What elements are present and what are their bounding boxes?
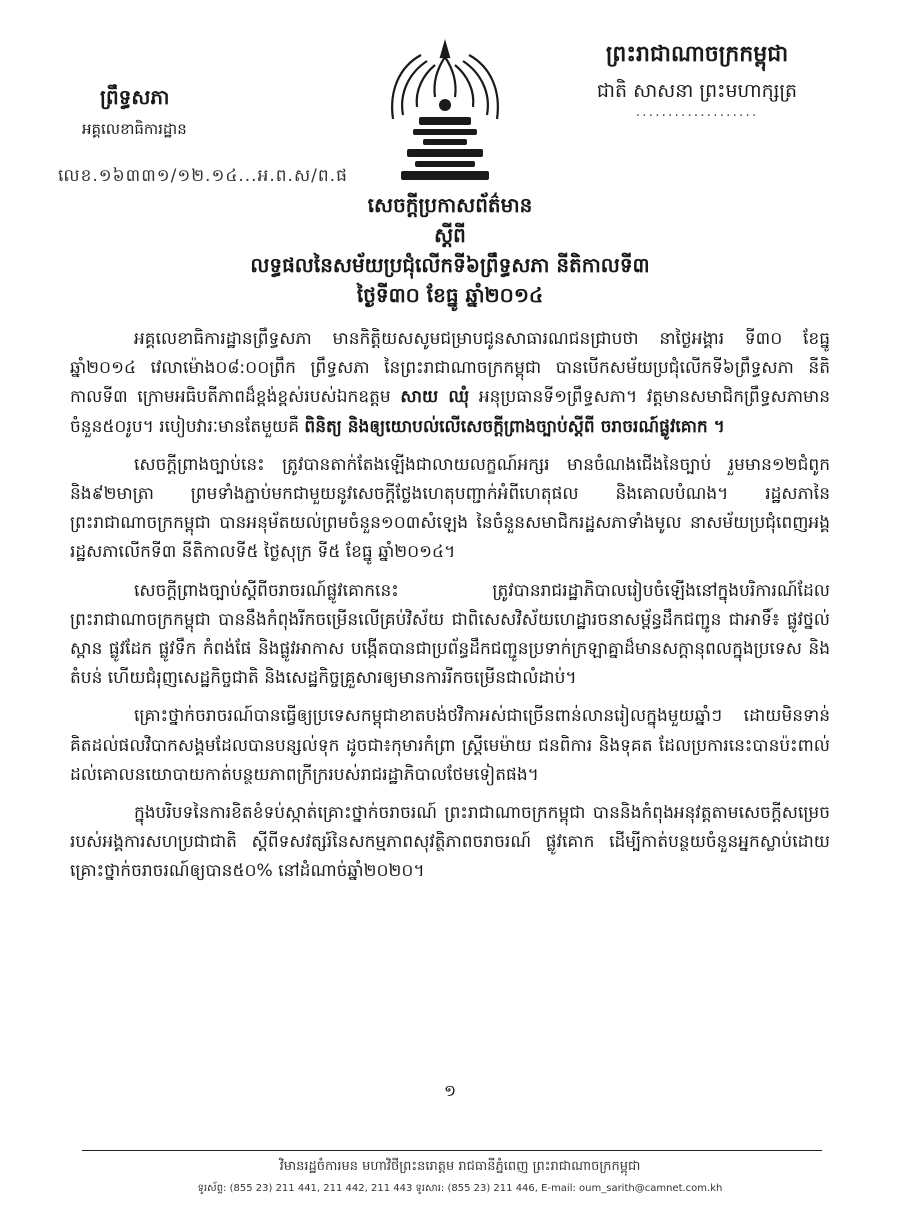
senate-name: ព្រឹទ្ធសភា bbox=[100, 85, 170, 109]
paragraph-4: គ្រោះថ្នាក់ចរាចរណ៍បានធ្វើឲ្យប្រទេសកម្ពុជាខាតបង់ថវិកាអស់ជាច្រើនពាន់លានរៀលក្នុងមួយឆ្នាំៗ ដោយមិនទាន់គិតដល់ផលវិបាកសង្គមដែលបានបន្សល់ទុក ដូចជា៖កុមារកំព្រា ស្ត្រីមេម៉ាយ ជនពិការ និងទុគត ដែលប្រការនេះបានប៉ះពាល់ដល់គោលនយោបាយកាត់បន្ថយភាពក្រីក្ររបស់រាជរដ្ឋាភិបាលថែមទៀតផង។ bbox=[70, 706, 830, 785]
kingdom-header bbox=[572, 40, 822, 124]
presiding-official-name: សាយ ឈុំ bbox=[400, 387, 470, 408]
title-line-3: លទ្ធផលនៃសម័យប្រជុំលើកទី៦ព្រឹទ្ធសភា នីតិកាលទី៣ bbox=[250, 253, 650, 277]
paragraph-2: សេចក្តីព្រាងច្បាប់នេះ ត្រូវបានតាក់តែងឡើងជាលាយលក្ខណ៍អក្សរ មានចំណងជើងនៃច្បាប់ រួមមាន១២ជំពូក និង៩២មាត្រា ព្រមទាំងភ្ជាប់មកជាមួយនូវសេចក្តីថ្លែងហេតុបញ្ជាក់អំពីហេតុផល និងគោលបំណង។ រដ្ឋសភានៃព្រះរាជាណាចក្រកម្ពុជា បានអនុម័តយល់ព្រមចំនួន១០៣សំឡេង នៃចំនួនសមាជិករដ្ឋសភាទាំងមូល នាសម័យប្រជុំពេញអង្គរដ្ឋសភាលើកទី៣ នីតិកាលទី៥ ថ្ងៃសុក្រ ទី៥ ខែធ្នូ ឆ្នាំ២០១៤។ bbox=[70, 454, 830, 563]
footer-divider bbox=[82, 1150, 822, 1151]
reference-number: លេខ.១៦៣៣១/១២.១៤...អ.ព.ស/ព.ផ bbox=[58, 166, 348, 186]
senate-emblem-icon bbox=[385, 35, 505, 195]
paragraph-1-text-a: អគ្គលេខាធិការដ្ឋានព្រឹទ្ធសភា មានកិត្តិយសសូមជម្រាបជូនសាធារណជនជ្រាបថា នាថ្ងៃអង្គារ ទី៣០ ខែធ្នូ ឆ្នាំ២០១៤ វេលាម៉ោង០៨:០០ព្រឹក ព្រឹទ្ធសភា នៃព្រះរាជាណាចក្រកម្ពុជា បានបើកសម័យប្រជុំលើកទី៦ព្រឹទ្ធសភា នីតិកាលទី៣ ក្រោមអធិបតីភាពដ៏ខ្ពង់ខ្ពស់របស់ឯកឧត្តម bbox=[70, 329, 830, 408]
title-line-2: ស្តីពី bbox=[434, 223, 466, 247]
paragraph-1 bbox=[70, 325, 830, 442]
document-body bbox=[70, 325, 830, 896]
national-motto: ជាតិ សាសនា ព្រះមហាក្សត្រ bbox=[596, 80, 798, 102]
footer-contact: ទូរស័ព្ទ: (855 23) 211 441, 211 442, 211 443 ទូរសារ: (855 23) 211 446, E-mail: oum_sarith@camnet.com.kh bbox=[197, 1183, 723, 1194]
paragraph-1-text-b: អនុប្រធានទី១ព្រឹទ្ធសភា។ វត្តមានសមាជិកព្រឹទ្ធសភាមានចំនួន៥០រូប។ របៀបវារៈមានតែមួយគឺ bbox=[70, 387, 830, 437]
senate-department: អគ្គលេខាធិការដ្ឋាន bbox=[82, 120, 187, 138]
title-line-1: សេចក្តីប្រកាសព័ត៌មាន bbox=[367, 193, 533, 217]
paragraph-5: ក្នុងបរិបទនៃការខិតខំទប់ស្កាត់គ្រោះថ្នាក់ចរាចរណ៍ ព្រះរាជាណាចក្រកម្ពុជា បាននិងកំពុងអនុវត្តតាមសេចក្តីសម្រេចរបស់អង្គការសហប្រជាជាតិ ស្តីពីទសវត្សរ៍នៃសកម្មភាពសុវត្ថិភាពចរាចរណ៍ ផ្លូវគោក ដើម្បីកាត់បន្ថយចំនួនអ្នកស្លាប់ដោយគ្រោះថ្នាក់ចរាចរណ៍ឲ្យបាន៥០% នៅដំណាច់ឆ្នាំ២០២០។ bbox=[70, 803, 830, 882]
kingdom-name: ព្រះរាជាណាចក្រកម្ពុជា bbox=[605, 42, 789, 67]
senate-header bbox=[82, 84, 302, 140]
title-date: ថ្ងៃទី៣០ ខែធ្នូ ឆ្នាំ២០១៤ bbox=[356, 283, 544, 307]
footer bbox=[150, 1157, 770, 1198]
agenda-item: ពិនិត្យ និងឲ្យយោបល់លើសេចក្តីព្រាងច្បាប់ស្តីពី ចរាចរណ៍ផ្លូវគោក ។ bbox=[304, 416, 725, 437]
paragraph-3: សេចក្តីព្រាងច្បាប់ស្តីពីចរាចរណ៍ផ្លូវគោកនេះ ត្រូវបានរាជរដ្ឋាភិបាលរៀបចំឡើងនៅក្នុងបរិការណ៍ដែលព្រះរាជាណាចក្រកម្ពុជា បាននឹងកំពុងរីកចម្រើនលើគ្រប់វិស័យ ជាពិសេសវិស័យហេដ្ឋារចនាសម្ព័ន្ធដឹកជញ្ជូន ជាអាទិ៍៖ ផ្លូវថ្នល់ ស្ពាន ផ្លូវដែក ផ្លូវទឹក កំពង់ផែ និងផ្លូវអាកាស បង្កើតបានជាប្រព័ន្ធដឹកជញ្ជូនប្រទាក់ក្រឡាគ្នាដ៏មានសក្តានុពលក្នុងប្រទេស និងតំបន់ ហើយជំរុញសេដ្ឋកិច្ចជាតិ និងសេដ្ឋកិច្ចគ្រួសារឲ្យមានការរីកចម្រើនជាលំដាប់។ bbox=[70, 580, 830, 689]
page-number: ១ bbox=[443, 1081, 457, 1100]
footer-address: វិមានរដ្ឋចំការមន មហាវិថីព្រះនរោត្តម រាជធានីភ្នំពេញ ព្រះរាជាណាចក្រកម្ពុជា bbox=[279, 1159, 641, 1174]
document-title bbox=[0, 190, 900, 310]
decorative-divider: ··················· bbox=[635, 108, 759, 124]
